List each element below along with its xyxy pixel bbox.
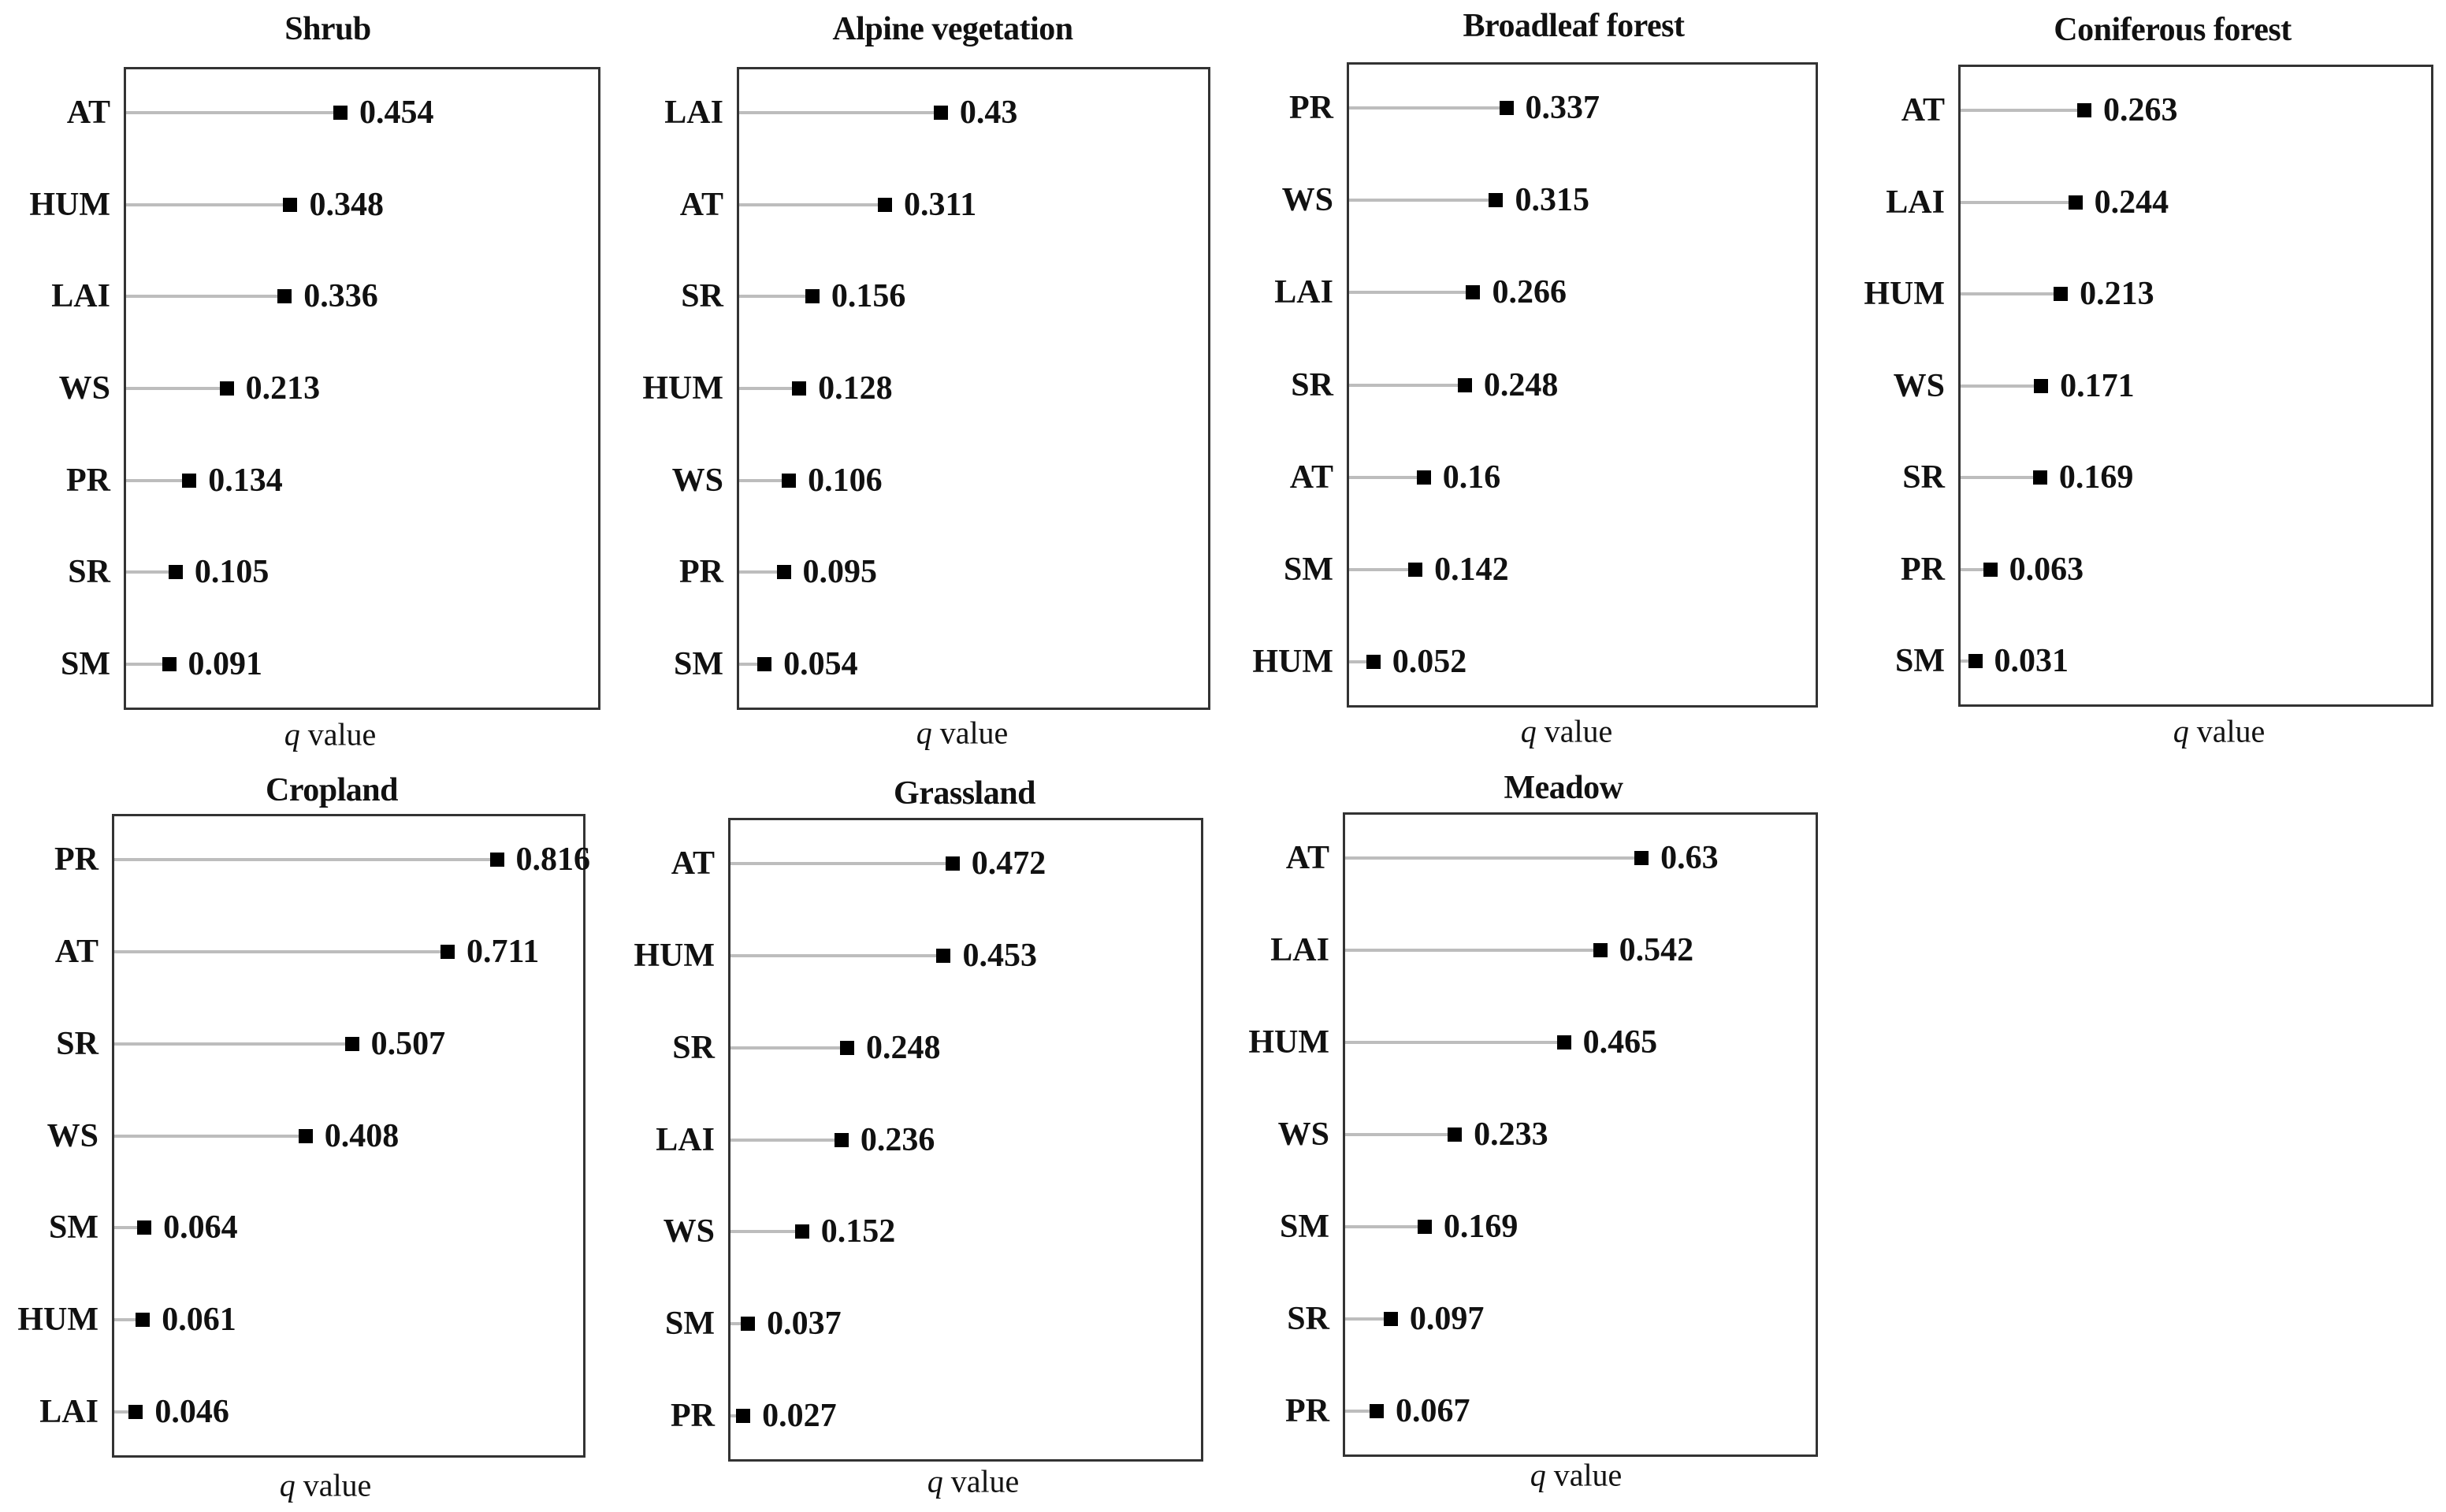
x-axis-label-rest: value <box>931 715 1009 751</box>
square-marker-icon <box>1384 1312 1398 1326</box>
factor-label: LAI <box>39 1394 99 1430</box>
value-label: 0.052 <box>1392 644 1467 680</box>
value-label: 0.152 <box>820 1213 896 1250</box>
stem-line <box>126 295 284 298</box>
factor-label: PR <box>66 462 110 499</box>
factor-label: SM <box>49 1209 99 1246</box>
value-label: 0.244 <box>2094 184 2169 221</box>
x-axis-label <box>927 1463 1020 1500</box>
x-axis-label-rest: value <box>1545 1457 1623 1493</box>
factor-label: HUM <box>17 1302 99 1339</box>
square-marker-icon <box>137 1220 151 1235</box>
panel-title: Shrub <box>284 11 371 47</box>
square-marker-icon <box>345 1037 359 1051</box>
stem-line <box>730 954 943 957</box>
square-marker-icon <box>299 1129 313 1143</box>
square-marker-icon <box>169 565 183 579</box>
square-marker-icon <box>878 198 892 212</box>
factor-label: LAI <box>1270 932 1329 968</box>
stem-line <box>114 1042 352 1046</box>
value-label: 0.408 <box>324 1117 400 1154</box>
value-label: 0.233 <box>1474 1116 1548 1153</box>
value-label: 0.453 <box>962 937 1037 974</box>
value-label: 0.054 <box>783 646 858 682</box>
square-marker-icon <box>333 106 348 120</box>
factor-label: SR <box>1287 1301 1329 1337</box>
square-marker-icon <box>805 289 820 303</box>
square-marker-icon <box>795 1224 809 1239</box>
square-marker-icon <box>1634 851 1649 865</box>
square-marker-icon <box>934 106 948 120</box>
plot-frame <box>29 67 600 710</box>
square-marker-icon <box>840 1041 854 1055</box>
panel-title: Meadow <box>1504 770 1623 806</box>
factor-label: HUM <box>642 370 723 407</box>
factor-label: HUM <box>1248 1024 1329 1061</box>
square-marker-icon <box>835 1133 849 1147</box>
factor-label: AT <box>679 186 723 223</box>
stem-line <box>730 862 953 865</box>
stem-line <box>739 203 885 206</box>
square-marker-icon <box>946 856 960 871</box>
value-label: 0.248 <box>866 1029 941 1066</box>
factor-label: AT <box>1285 840 1329 876</box>
value-label: 0.542 <box>1619 932 1694 968</box>
square-marker-icon <box>1366 655 1381 669</box>
factor-label: SM <box>1280 1209 1329 1245</box>
value-label: 0.336 <box>303 278 378 315</box>
x-axis-label-rest: value <box>1536 713 1613 749</box>
stem-line <box>1345 1041 1564 1044</box>
factor-label: LAI <box>51 278 110 315</box>
stem-line <box>114 858 497 861</box>
stem-line <box>1349 291 1473 294</box>
plot-frame <box>634 818 1203 1462</box>
square-marker-icon <box>1370 1404 1384 1418</box>
square-marker-icon <box>1458 378 1472 392</box>
panel-title: Alpine vegetation <box>832 11 1073 47</box>
square-marker-icon <box>441 945 455 959</box>
square-marker-icon <box>741 1317 755 1331</box>
value-label: 0.134 <box>208 462 283 499</box>
value-label: 0.472 <box>971 845 1046 882</box>
square-marker-icon <box>782 474 796 488</box>
stem-line <box>1349 199 1496 202</box>
factor-label: SM <box>1284 551 1333 588</box>
plot-frame <box>17 814 591 1458</box>
factor-label: SM <box>665 1306 715 1343</box>
stem-line <box>1961 385 2041 388</box>
plot-frame <box>642 67 1210 710</box>
value-label: 0.248 <box>1483 366 1559 403</box>
stem-line <box>1345 856 1641 860</box>
stem-line <box>114 1135 306 1138</box>
value-label: 0.311 <box>904 186 977 223</box>
stem-line <box>1345 1225 1425 1228</box>
square-marker-icon <box>2033 470 2047 485</box>
square-marker-icon <box>1448 1127 1462 1142</box>
stem-line <box>1345 949 1600 952</box>
factor-label: LAI <box>1886 184 1945 221</box>
factor-label: SR <box>1291 366 1333 403</box>
square-marker-icon <box>1593 943 1608 957</box>
factor-label: WS <box>1277 1116 1329 1153</box>
factor-label: SM <box>1895 643 1945 679</box>
square-marker-icon <box>1408 563 1422 577</box>
factor-label: WS <box>1893 367 1945 404</box>
x-axis-label-q: q <box>1520 713 1537 749</box>
value-label: 0.63 <box>1660 840 1719 876</box>
value-label: 0.067 <box>1395 1393 1470 1429</box>
factor-label: PR <box>54 841 99 878</box>
value-label: 0.507 <box>370 1025 446 1062</box>
stem-line <box>1345 1133 1455 1136</box>
square-marker-icon <box>1417 470 1431 485</box>
square-marker-icon <box>936 949 950 963</box>
stem-line <box>730 1046 847 1049</box>
square-marker-icon <box>792 381 806 396</box>
square-marker-icon <box>490 853 504 867</box>
stem-line <box>730 1139 842 1142</box>
factor-label: HUM <box>29 186 110 223</box>
square-marker-icon <box>2054 287 2068 301</box>
factor-label: WS <box>1281 182 1333 219</box>
square-marker-icon <box>162 657 177 671</box>
x-axis-label <box>284 716 377 753</box>
x-axis-label-rest: value <box>2188 713 2266 749</box>
factor-label: LAI <box>656 1121 715 1158</box>
factor-label: SM <box>674 646 723 682</box>
factor-label: PR <box>1901 551 1945 588</box>
square-marker-icon <box>182 474 196 488</box>
value-label: 0.037 <box>767 1306 842 1343</box>
square-marker-icon <box>1968 654 1983 668</box>
stem-line <box>1349 568 1415 571</box>
square-marker-icon <box>2077 103 2091 117</box>
panel-title: Broadleaf forest <box>1463 8 1685 44</box>
stem-line <box>1961 292 2061 295</box>
value-label: 0.046 <box>154 1394 229 1430</box>
square-marker-icon <box>136 1313 150 1327</box>
stem-line <box>126 111 340 114</box>
factor-label: SM <box>61 646 110 682</box>
x-axis-label <box>2173 713 2266 750</box>
square-marker-icon <box>220 381 234 396</box>
factor-label: SR <box>672 1029 715 1066</box>
x-axis-label-q: q <box>916 715 932 751</box>
value-label: 0.142 <box>1434 551 1509 588</box>
value-label: 0.171 <box>2060 367 2135 404</box>
x-axis-label <box>1530 1457 1623 1494</box>
value-label: 0.169 <box>1443 1209 1519 1245</box>
square-marker-icon <box>1418 1220 1432 1234</box>
factor-label: AT <box>1901 92 1945 128</box>
value-label: 0.213 <box>245 370 321 407</box>
stem-line <box>739 295 812 298</box>
x-axis-label-q: q <box>1530 1457 1546 1493</box>
factor-label: HUM <box>1864 276 1945 312</box>
value-label: 0.106 <box>808 462 883 499</box>
factor-label: WS <box>58 370 110 407</box>
factor-label: HUM <box>1252 644 1333 680</box>
value-label: 0.337 <box>1525 90 1600 126</box>
plot-frame <box>1252 62 1818 708</box>
stem-line <box>1349 106 1507 110</box>
value-label: 0.156 <box>831 278 906 315</box>
value-label: 0.063 <box>2009 551 2084 588</box>
square-marker-icon <box>757 657 771 671</box>
square-marker-icon <box>777 565 791 579</box>
factor-label: WS <box>671 462 723 499</box>
x-axis-label-rest: value <box>942 1463 1020 1499</box>
square-marker-icon <box>2034 379 2048 393</box>
square-marker-icon <box>1500 101 1514 115</box>
value-label: 0.213 <box>2080 276 2154 312</box>
value-label: 0.169 <box>2058 459 2134 496</box>
stem-line <box>739 111 941 114</box>
factor-label: AT <box>66 95 110 131</box>
value-label: 0.315 <box>1515 182 1589 219</box>
panel-title: Cropland <box>266 772 398 808</box>
x-axis-label-rest: value <box>295 1467 372 1503</box>
factor-label: LAI <box>664 95 723 131</box>
value-label: 0.095 <box>802 554 878 591</box>
factor-label: PR <box>1289 90 1333 126</box>
factor-label: WS <box>663 1213 715 1250</box>
x-axis-label-q: q <box>2173 713 2189 749</box>
factor-label: PR <box>671 1398 715 1434</box>
x-axis-label <box>916 715 1009 752</box>
value-label: 0.454 <box>359 95 434 131</box>
square-marker-icon <box>736 1409 750 1423</box>
value-label: 0.711 <box>467 933 540 970</box>
stem-line <box>1349 384 1465 387</box>
value-label: 0.027 <box>762 1398 837 1434</box>
value-label: 0.236 <box>860 1121 935 1158</box>
value-label: 0.128 <box>818 370 893 407</box>
value-label: 0.465 <box>1582 1024 1658 1061</box>
value-label: 0.348 <box>309 186 384 223</box>
factor-label: AT <box>1289 459 1333 496</box>
x-axis-label-q: q <box>927 1463 943 1499</box>
panel-title: Grassland <box>894 775 1035 812</box>
x-axis-label <box>1521 713 1613 750</box>
stem-line <box>1349 476 1424 479</box>
square-marker-icon <box>1489 193 1503 207</box>
value-label: 0.816 <box>515 841 591 878</box>
value-label: 0.43 <box>959 95 1018 131</box>
stem-line <box>1961 476 2040 479</box>
value-label: 0.064 <box>163 1209 238 1246</box>
factor-label: PR <box>1285 1393 1329 1429</box>
square-marker-icon <box>277 289 292 303</box>
square-marker-icon <box>283 198 297 212</box>
value-label: 0.263 <box>2103 92 2178 128</box>
square-marker-icon <box>128 1405 143 1419</box>
value-label: 0.097 <box>1409 1301 1485 1337</box>
stem-line <box>126 203 290 206</box>
plot-frame <box>1248 812 1818 1457</box>
factor-label: AT <box>54 933 99 970</box>
value-label: 0.16 <box>1442 459 1501 496</box>
x-axis-label-q: q <box>284 716 300 752</box>
stem-line <box>126 479 189 482</box>
value-label: 0.105 <box>194 554 270 591</box>
panel-title: Coniferous forest <box>2054 12 2292 48</box>
square-marker-icon <box>1466 285 1480 299</box>
square-marker-icon <box>1983 563 1998 577</box>
factor-label: SR <box>681 278 723 315</box>
stem-line <box>739 387 799 390</box>
factor-label: PR <box>679 554 723 591</box>
stem-line <box>1961 201 2076 204</box>
value-label: 0.031 <box>1994 643 2069 679</box>
x-axis-label-rest: value <box>299 716 377 752</box>
factor-label: SR <box>56 1025 99 1062</box>
stem-line <box>730 1230 802 1233</box>
value-label: 0.091 <box>188 646 262 682</box>
stem-line <box>1961 109 2084 112</box>
factor-label: HUM <box>634 937 715 974</box>
value-label: 0.266 <box>1492 274 1567 311</box>
x-axis-label <box>280 1467 372 1504</box>
square-marker-icon <box>1557 1035 1571 1049</box>
x-axis-label-q: q <box>279 1467 296 1503</box>
stem-line <box>126 387 227 390</box>
stem-line <box>114 950 448 953</box>
plot-frame <box>1864 65 2433 707</box>
factor-label: AT <box>671 845 715 882</box>
factor-label: LAI <box>1274 274 1333 311</box>
factor-label: SR <box>68 554 110 591</box>
value-label: 0.061 <box>162 1302 236 1339</box>
square-marker-icon <box>2069 195 2083 210</box>
factor-label: WS <box>46 1117 99 1154</box>
factor-label: SR <box>1902 459 1945 496</box>
